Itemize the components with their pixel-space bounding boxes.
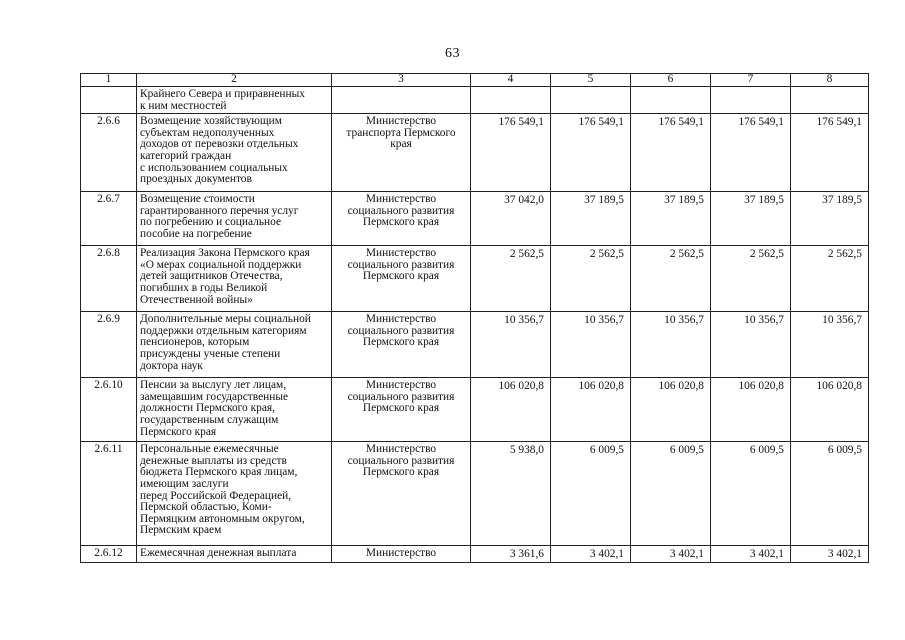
table-row [81, 114, 869, 192]
amount-cell [471, 87, 551, 114]
table-row [81, 246, 869, 312]
amount-cell: 2 562,5 [711, 246, 791, 312]
item-name: Персональные ежемесячные денежные выплаты из средств бюджета Пермского края лицам, имеющим заслуги перед Российской Федерацией, Пермской областью, Коми- Пермяцким автономным округом, Пермским краем [137, 442, 332, 546]
amount-cell: 2 562,5 [471, 246, 551, 312]
amount-cell: 6 009,5 [711, 442, 791, 546]
amount-cell: 10 356,7 [711, 312, 791, 378]
item-name: Реализация Закона Пермского края «О мерах социальной поддержки детей защитников Отечества, погибших в годы Великой Отечественной войны» [137, 246, 332, 312]
amount-cell: 2 562,5 [631, 246, 711, 312]
header-cell: 8 [791, 74, 869, 87]
item-code [81, 87, 137, 114]
header-cell: 7 [711, 74, 791, 87]
amount-cell: 3 402,1 [711, 546, 791, 563]
amount-cell [631, 87, 711, 114]
amount-cell: 10 356,7 [551, 312, 631, 378]
amount-cell: 6 009,5 [791, 442, 869, 546]
item-name: Крайнего Севера и приравненных к ним местностей [137, 87, 332, 114]
amount-cell: 37 189,5 [551, 192, 631, 246]
amount-cell: 37 042,0 [471, 192, 551, 246]
item-code: 2.6.12 [81, 546, 137, 563]
responsible-ministry: Министерство транспорта Пермского края [332, 114, 471, 192]
amount-cell: 106 020,8 [711, 378, 791, 442]
header-cell: 4 [471, 74, 551, 87]
header-cell: 5 [551, 74, 631, 87]
responsible-ministry: Министерство социального развития Пермского края [332, 378, 471, 442]
header-row [81, 74, 869, 87]
amount-cell: 106 020,8 [791, 378, 869, 442]
table-row [81, 312, 869, 378]
item-name: Дополнительные меры социальной поддержки отдельным категориям пенсионеров, которым присуждены ученые степени доктора наук [137, 312, 332, 378]
amount-cell: 6 009,5 [551, 442, 631, 546]
item-code: 2.6.9 [81, 312, 137, 378]
item-name: Возмещение хозяйствующим субъектам недополученных доходов от перевозки отдельных категорий граждан с использованием социальных проездных документов [137, 114, 332, 192]
item-code: 2.6.10 [81, 378, 137, 442]
amount-cell: 3 402,1 [631, 546, 711, 563]
amount-cell: 2 562,5 [551, 246, 631, 312]
header-cell: 2 [137, 74, 332, 87]
amount-cell: 106 020,8 [551, 378, 631, 442]
item-name: Пенсии за выслугу лет лицам, замещавшим государственные должности Пермского края, государственным служащим Пермского края [137, 378, 332, 442]
item-code: 2.6.6 [81, 114, 137, 192]
amount-cell: 10 356,7 [791, 312, 869, 378]
amount-cell: 6 009,5 [631, 442, 711, 546]
responsible-ministry [332, 87, 471, 114]
amount-cell: 176 549,1 [551, 114, 631, 192]
responsible-ministry: Министерство социального развития Пермского края [332, 442, 471, 546]
amount-cell: 10 356,7 [631, 312, 711, 378]
responsible-ministry: Министерство социального развития Пермского края [332, 246, 471, 312]
amount-cell [711, 87, 791, 114]
table-row [81, 546, 869, 563]
table-row [81, 378, 869, 442]
amount-cell: 106 020,8 [471, 378, 551, 442]
table-row [81, 192, 869, 246]
header-cell: 1 [81, 74, 137, 87]
amount-cell: 10 356,7 [471, 312, 551, 378]
amount-cell: 2 562,5 [791, 246, 869, 312]
page-number: 63 [445, 46, 460, 61]
amount-cell: 176 549,1 [631, 114, 711, 192]
table-row [81, 87, 869, 114]
amount-cell: 176 549,1 [791, 114, 869, 192]
responsible-ministry: Министерство социального развития Пермского края [332, 312, 471, 378]
amount-cell: 106 020,8 [631, 378, 711, 442]
amount-cell: 5 938,0 [471, 442, 551, 546]
header-cell: 3 [332, 74, 471, 87]
amount-cell: 3 402,1 [791, 546, 869, 563]
table-row [81, 442, 869, 546]
responsible-ministry: Министерство социального развития Пермского края [332, 192, 471, 246]
item-name: Ежемесячная денежная выплата [137, 546, 332, 563]
item-name: Возмещение стоимости гарантированного перечня услуг по погребению и социальное пособие на погребение [137, 192, 332, 246]
item-code: 2.6.8 [81, 246, 137, 312]
amount-cell: 3 361,6 [471, 546, 551, 563]
budget-table [80, 73, 869, 563]
amount-cell: 176 549,1 [711, 114, 791, 192]
amount-cell: 176 549,1 [471, 114, 551, 192]
responsible-ministry: Министерство [332, 546, 471, 563]
amount-cell: 37 189,5 [631, 192, 711, 246]
amount-cell: 3 402,1 [551, 546, 631, 563]
amount-cell [551, 87, 631, 114]
amount-cell: 37 189,5 [791, 192, 869, 246]
header-cell: 6 [631, 74, 711, 87]
item-code: 2.6.7 [81, 192, 137, 246]
item-code: 2.6.11 [81, 442, 137, 546]
amount-cell: 37 189,5 [711, 192, 791, 246]
amount-cell [791, 87, 869, 114]
